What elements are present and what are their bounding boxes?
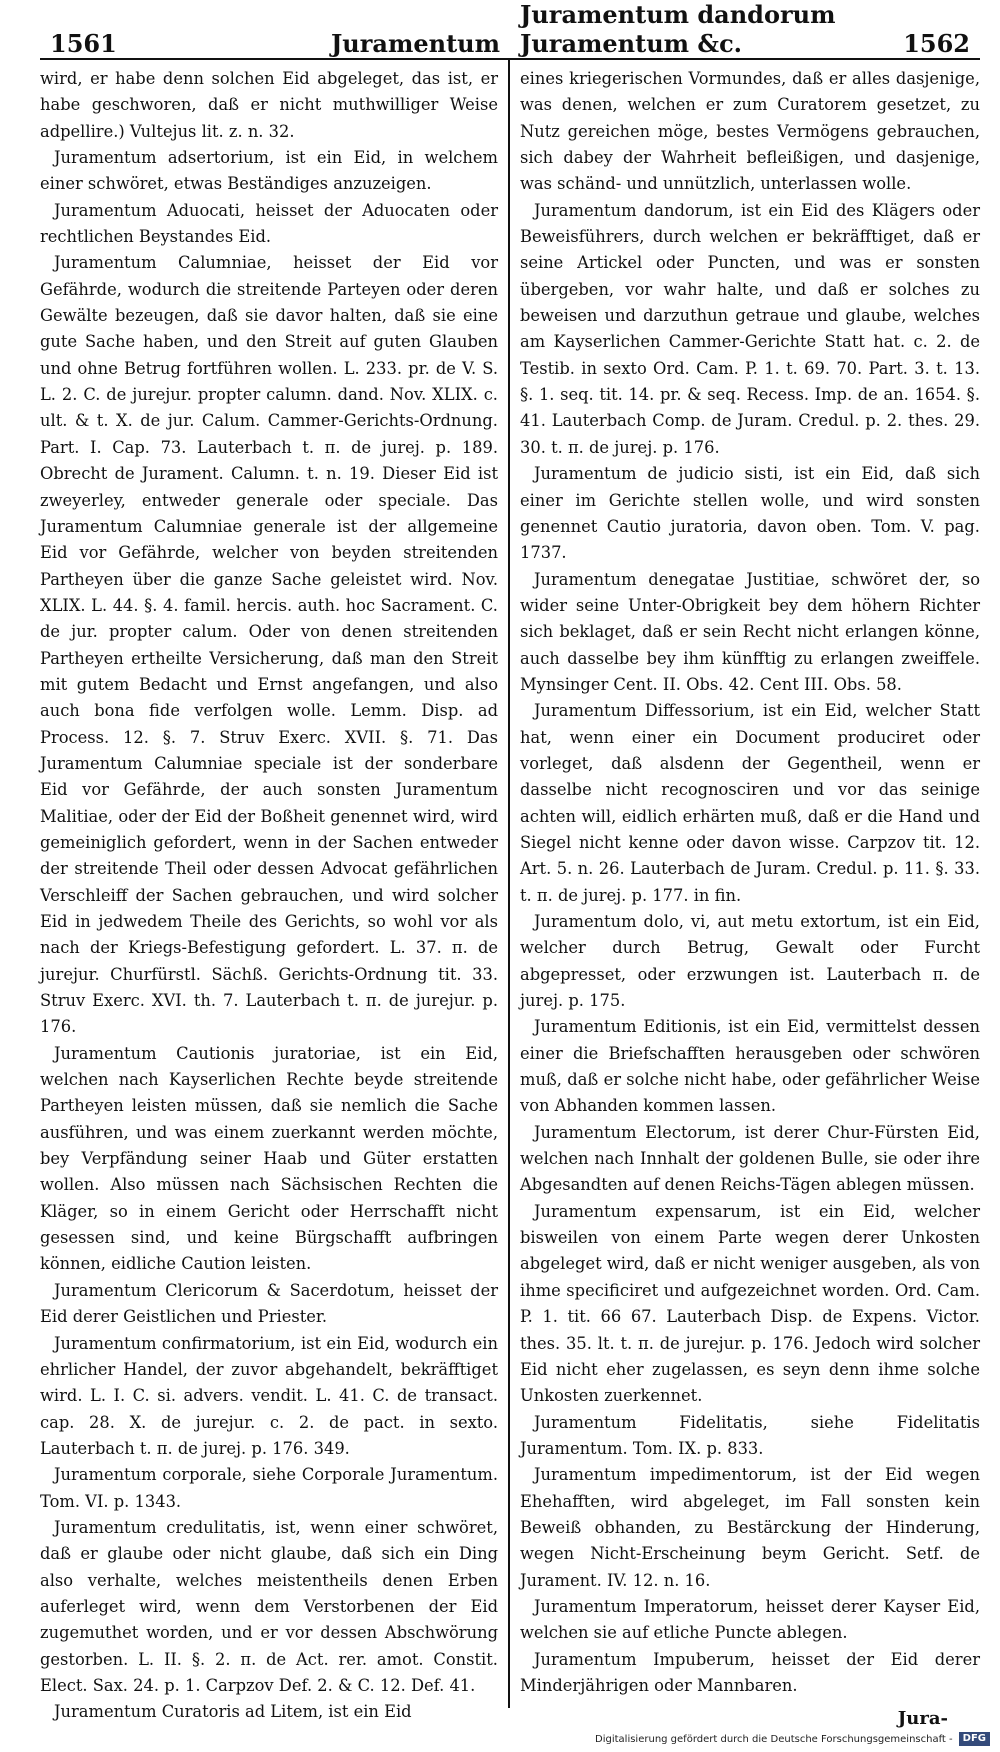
entry-juramentum-electorum: Juramentum Electorum, ist derer Chur-Fürsten Eid, welchen nach Innhalt der goldenen Bulle, sie oder ihre Abgesandten auf denen Reichs-Tägen ablegen müssen. (520, 1122, 980, 1195)
entry-juramentum-calumniae: Juramentum Calumniae, heisset der Eid vor Gefährde, wodurch die streitende Parteyen oder deren Gewälte bezeugen, daß sie davor halten, daß sie eine gute Sache haben, und den Streit auf guten Glauben und ohne Betrug fortführen wollen. L. 233. pr. de V. S. L. 2. C. de jurejur. propter calumn. dand. Nov. XLIX. c. ult. & t. X. de jur. Calum. Cammer-Gerichts-Ordnung. Part. I. Cap. 73. Lauterbach t. π. de jurej. p. 189. Obrecht de Jurament. Calumn. t. n. 19. Dieser Eid ist zweyerley, entweder generale oder speciale. Das Juramentum Calumniae generale ist der allgemeine Eid vor Gefährde, welcher von beyden streitenden Partheyen über die ganze Sache geleistet wird. Nov. XLIX. L. 44. §. 4. famil. hercis. auth. hoc Sacrament. C. de jur. propter calum. Oder von denen streitenden Partheyen ertheilte Versicherung, daß man den Streit mit gutem Bedacht und Ernst angefangen, und also auch bona fide verfolgen wolle. Lemm. Disp. ad Process. 12. §. 7. Struv Exerc. XVII. §. 71. Das Juramentum Calumniae speciale ist der sonderbare Eid vor Gefährde, der auch sonsten Juramentum Malitiae, oder der Eid der Boßheit genennet wird, wird gemeiniglich gefordert, wenn in der Sachen entweder der streitende Theil oder dessen Advocat gefährlichen Verschleiff der Sachen gebrauchen, und wird solcher Eid in jedwedem Theile des Gerichts, so wohl vor als nach der Kriegs-Befestigung gefordert. L. 37. π. de jurejur. Churfürstl. Sächß. Gerichts-Ordnung tit. 33. Struv Exerc. XVI. th. 7. Lauterbach t. π. de jurejur. p. 176. (40, 253, 498, 1037)
entry-juramentum-dolo: Juramentum dolo, vi, aut metu extortum, ist ein Eid, welcher durch Betrug, Gewalt oder Furcht abgepresset, oder erzwungen ist. Lauterbach π. de jurej. p. 175. (520, 912, 980, 1011)
entry-juramentum-credulitatis: Juramentum credulitatis, ist, wenn einer schwöret, daß er glaube oder nicht glaube, daß sich ein Ding also verhalte, welches meistentheils denen Erben auferleget wird, wenn dem Verstorbenen der Eid zugemuthet worden, und er vor dessen Abschwörung gestorben. L. II. §. 2. π. de Act. rer. amot. Constit. Elect. Sax. 24. p. 1. Carpzov Def. 2. & C. 12. Def. 41. (40, 1517, 498, 1695)
right-page-number: 1562 (903, 29, 970, 58)
entry-juramentum-dandorum: Juramentum dandorum, ist ein Eid des Klägers oder Beweisführers, durch welchen er bekräfftiget, daß er seine Artickel oder Puncten, und was er sonsten übergeben, vor wahr halte, und daß er solches zu beweisen und darzuthun getraue und glaube, welches am Kayserlichen Cammer-Gerichte Statt hat. c. 2. de Testib. in sexto Ord. Cam. P. 1. t. 69. 70. Part. 3. t. 13. §. 1. seq. tit. 14. pr. & seq. Recess. Imp. de an. 1654. §. 41. Lauterbach Comp. de Juram. Credul. p. 2. thes. 29. 30. t. π. de jurej. p. 176. (520, 200, 980, 457)
footer-text: Digitalisierung gefördert durch die Deutsche Forschungsgemeinschaft - (595, 1733, 953, 1745)
entry-juramentum-diffessorium: Juramentum Diffessorium, ist ein Eid, welcher Statt hat, wenn einer ein Document produciret oder vorleget, daß alsdenn der Gegentheil, wenn er dasselbe nicht recognosciren und vor das seinige achten will, eidlich erhärten muß, daß er die Hand und Siegel nicht kenne oder davon wisse. Carpzov tit. 12. Art. 5. n. 26. Lauterbach de Juram. Credul. p. 11. §. 33. t. π. de jurej. p. 177. in fin. (520, 701, 980, 905)
right-running-title: Juramentum dandorum Juramentum &c. (520, 0, 836, 58)
entry-juramentum-curatoris: Juramentum Curatoris ad Litem, ist ein Eid (54, 1702, 412, 1722)
entry-juramentum-editionis: Juramentum Editionis, ist ein Eid, vermittelst dessen einer die Briefschafften herausgeben oder schwören muß, daß er solche nicht habe, oder gefährlicher Weise von Abhanden kommen lassen. (520, 1017, 980, 1116)
entry-juramentum-confirmatorium: Juramentum confirmatorium, ist ein Eid, wodurch ein ehrlicher Handel, der zuvor abgehandelt, bekräfftiget wird. L. I. C. si. advers. vendit. L. 41. C. de transact. cap. 28. X. de jurejur. c. 2. de pact. in sexto. Lauterbach t. π. de jurej. p. 176. 349. (40, 1333, 498, 1458)
digitization-footer (595, 1732, 990, 1746)
entry-juramentum-aduocati: Juramentum Aduocati, heisset der Aduocaten oder rechtlichen Beystandes Eid. (40, 200, 498, 247)
running-header (40, 0, 980, 58)
header-left (40, 29, 510, 58)
entry-juramentum-corporale: Juramentum corporale, siehe Corporale Juramentum. Tom. VI. p. 1343. (40, 1465, 498, 1511)
entry-juramentum-fidelitatis: Juramentum Fidelitatis, siehe Fidelitatis Juramentum. Tom. IX. p. 833. (520, 1412, 980, 1458)
catchword: Jura- (897, 1708, 948, 1729)
entry-juramentum-adsertorium: Juramentum adsertorium, ist ein Eid, in welchem einer schwöret, etwas Beständiges anzuzeigen. (40, 148, 498, 194)
header-right (510, 0, 980, 58)
left-running-title: Juramentum (330, 29, 500, 58)
entry-juramentum-imperatorum: Juramentum Imperatorum, heisset derer Kayser Eid, welchen sie auf etliche Puncte ablegen. (520, 1596, 980, 1643)
left-column (40, 66, 498, 1722)
entry-juramentum-impuberum: Juramentum Impuberum, heisset der Eid derer Minderjährigen oder Mannbaren. (520, 1649, 980, 1695)
right-column (520, 66, 980, 1706)
entry-juramentum-de-judicio-sisti: Juramentum de judicio sisti, ist ein Eid, daß sich einer im Gerichte stellen wolle, und wird sonsten genennet Cautio juratoria, davon oben. Tom. V. pag. 1737. (520, 464, 980, 563)
entry-juramentum-impedimentorum: Juramentum impedimentorum, ist der Eid wegen Ehehafften, wird abgeleget, im Fall sonsten kein Beweiß obhanden, zu Bestärckung der Hinderung, wegen Nicht-Erscheinung beym Gericht. Setf. de Jurament. IV. 12. n. 16. (520, 1465, 980, 1590)
entry-juramentum-cautionis: Juramentum Cautionis juratoriae, ist ein Eid, welchen nach Kayserlichen Rechte beyde streitende Partheyen leisten müssen, daß sie nemlich die Sache ausführen, und was einem zuerkannt werden möchte, bey Verpfändung seiner Haab und Güter erstatten wollen. Also müssen nach Sächsischen Rechten die Kläger, so in einem Gericht oder Herrschafft nicht gesessen sind, und keine Bürgschafft aufbringen können, eidliche Caution leisten. (40, 1043, 498, 1274)
entry-juramentum-denegatae-justitiae: Juramentum denegatae Justitiae, schwöret der, so wider seine Unter-Obrigkeit bey dem höhern Richter sich beklaget, daß er sein Recht nicht erlangen könne, auch dasselbe bey ihm künfftig zu erlangen zweiffele. Mynsinger Cent. II. Obs. 42. Cent III. Obs. 58. (520, 569, 980, 694)
column-divider (508, 60, 510, 1708)
dfg-logo-icon: DFG (959, 1732, 990, 1746)
entry-continuation-curatoris: eines kriegerischen Vormundes, daß er alles dasjenige, was denen, welchen er zum Curatorem gesetzet, zu Nutz gereichen möge, bestes Vermögens gebrauchen, sich dabey der Wahrheit befleißigen, und dasjenige, was schänd- und unnützlich, unterlassen wolle. (520, 69, 980, 194)
left-page-number: 1561 (50, 29, 117, 58)
header-rule (40, 58, 980, 60)
entry-juramentum-expensarum: Juramentum expensarum, ist ein Eid, welcher bisweilen von einem Parte wegen derer Unkosten abgeleget wird, daß er nicht weniger ausgeben, als von ihme specificiret und aufgezeichnet worden. Ord. Cam. P. 1. tit. 66 67. Lauterbach Disp. de Expens. Victor. thes. 35. lt. t. π. de jurejur. p. 176. Jedoch wird solcher Eid nicht eher zugelassen, es seyn denn ihme solche Unkosten zuerkennet. (520, 1201, 981, 1406)
entry-juramentum-clericorum: Juramentum Clericorum & Sacerdotum, heisset der Eid derer Geistlichen und Priester. (40, 1280, 498, 1327)
entry-continuation: wird, er habe denn solchen Eid abgeleget, das ist, er habe geschworen, daß er nicht muthwilliger Weise adpellire.) Vultejus lit. z. n. 32. (40, 69, 498, 141)
